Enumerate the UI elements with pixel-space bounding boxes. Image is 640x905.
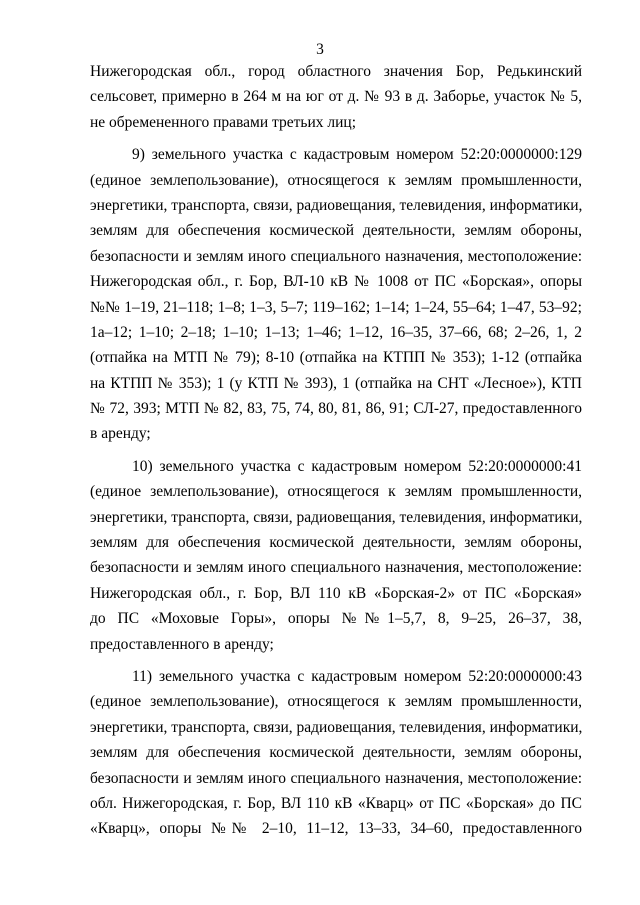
text-line: на КТПП № 353); 1 (у КТП № 393), 1 (отпайка на СНТ «Лесное»), КТП (90, 374, 582, 392)
paragraph-item-8-continuation (90, 59, 582, 135)
text-line: №№ 1–19, 21–118; 1–8; 1–3, 5–7; 119–162; 1–14; 1–24, 55–64; 1–47, 53–92; (90, 298, 582, 316)
text-line: Нижегородская обл., г. Бор, ВЛ-10 кВ № 1008 от ПС «Борская», опоры (90, 273, 582, 291)
page-number: 3 (316, 41, 324, 58)
text-line: землям для обеспечения космической деятельности, землям обороны, (90, 744, 582, 762)
text-line: до ПС «Моховые Горы», опоры №№1–5,7, 8, 9–25, 26–37, 38, (90, 610, 582, 628)
text-line: 11) земельного участка с кадастровым номером 52:20:0000000:43 (132, 667, 582, 685)
text-line: энергетики, транспорта, связи, радиовещания, телевидения, информатики, (90, 196, 583, 214)
text-line: в аренду; (90, 425, 151, 443)
text-line: сельсовет, примерно в 264 м на юг от д. № 93 в д. Заборье, участок № 5, (90, 88, 582, 106)
document-body (90, 59, 582, 842)
text-line: землям для обеспечения космической деятельности, землям обороны, (90, 534, 582, 552)
text-line: не обремененного правами третьих лиц; (90, 113, 356, 131)
text-line: Нижегородская обл., город областного значения Бор, Редькинский (90, 63, 582, 80)
text-line: (единое землепользование), относящегося к землям промышленности, (90, 483, 582, 501)
paragraph-item-11 (90, 664, 582, 842)
text-line: «Кварц», опоры №№ 2–10, 11–12, 13–33, 34–60, предоставленного (90, 820, 582, 838)
text-line: (единое землепользование), относящегося к землям промышленности, (90, 693, 582, 711)
text-line: Нижегородская обл., г. Бор, ВЛ 110 кВ «Борская-2» от ПС «Борская» (90, 584, 582, 602)
text-line: № 72, 393; МТП № 82, 83, 75, 74, 80, 81, 86, 91; СЛ-27, предоставленного (90, 400, 582, 418)
paragraph-item-10 (90, 454, 582, 657)
text-line: землям для обеспечения космической деятельности, землям обороны, (90, 222, 582, 240)
text-line: безопасности и землям иного специального назначения, местоположение: (90, 559, 582, 577)
text-line: безопасности и землям иного специального назначения, местоположение: (90, 769, 582, 787)
text-line: безопасности и землям иного специального назначения, местоположение: (90, 247, 582, 265)
text-line: энергетики, транспорта, связи, радиовещания, телевидения, информатики, (90, 718, 583, 736)
text-line: обл. Нижегородская, г. Бор, ВЛ 110 кВ «Кварц» от ПС «Борская» до ПС (90, 794, 582, 812)
text-line: (отпайка на МТП № 79); 8-10 (отпайка на КТПП № 353); 1-12 (отпайка (90, 349, 582, 367)
text-line: 9) земельного участка с кадастровым номером 52:20:0000000:129 (132, 146, 582, 164)
text-line: (единое землепользование), относящегося к землям промышленности, (90, 171, 582, 189)
paragraph-item-9 (90, 142, 582, 447)
text-line: 10) земельного участка с кадастровым номером 52:20:0000000:41 (132, 457, 582, 475)
text-line: 1а–12; 1–10; 2–18; 1–10; 1–13; 1–46; 1–12, 16–35, 37–66, 68; 2–26, 1, 2 (90, 323, 582, 341)
text-line: энергетики, транспорта, связи, радиовещания, телевидения, информатики, (90, 508, 583, 526)
text-line: предоставленного в аренду; (90, 635, 274, 653)
